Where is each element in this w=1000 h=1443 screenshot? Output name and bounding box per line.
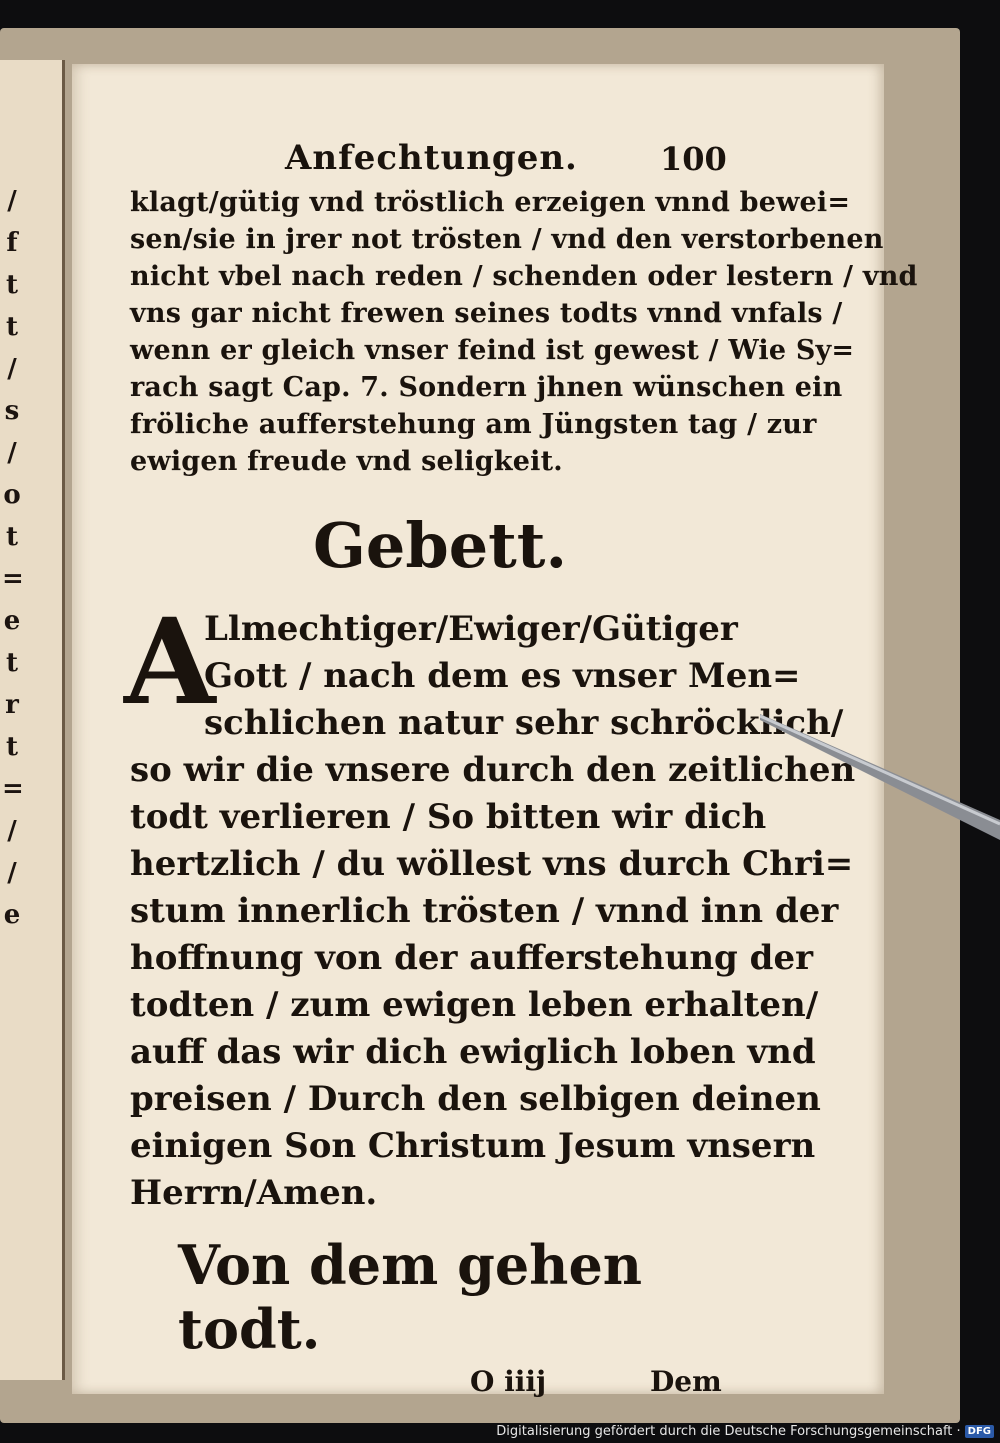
left-margin-letter: / bbox=[7, 438, 17, 468]
prayer-line: todten / zum ewigen leben erhalten/ bbox=[130, 985, 819, 1025]
left-margin-letter: = bbox=[2, 564, 24, 594]
left-margin-letter: / bbox=[7, 858, 17, 888]
dfg-logo: DFG bbox=[965, 1425, 994, 1438]
body-line: vns gar nicht frewen seines todts vnnd vnfals / bbox=[130, 298, 843, 329]
prayer-line: hertzlich / du wöllest vns durch Chri= bbox=[130, 844, 854, 884]
prayer-line: Herrn/Amen. bbox=[130, 1173, 378, 1213]
left-margin-letter: t bbox=[5, 732, 18, 762]
page-footer bbox=[130, 1365, 730, 1405]
digitization-credit bbox=[496, 1424, 994, 1439]
prayer-heading: Gebett. bbox=[312, 509, 568, 582]
body-line: rach sagt Cap. 7. Sondern jhnen wünschen ein bbox=[130, 372, 843, 403]
prayer-line: einigen Son Christum Jesum vnsern bbox=[130, 1126, 816, 1166]
left-margin-letter: / bbox=[7, 186, 17, 216]
body-line: fröliche aufferstehung am Jüngsten tag / zur bbox=[130, 409, 817, 440]
body-line: klagt/gütig vnd tröstlich erzeigen vnnd bewei= bbox=[130, 187, 851, 218]
left-margin-letter: / bbox=[7, 354, 17, 384]
left-margin-letter: t bbox=[5, 648, 18, 678]
credit-text: Digitalisierung gefördert durch die Deutsche Forschungsgemeinschaft · bbox=[496, 1424, 961, 1439]
prayer-line: schlichen natur sehr schröcklich/ bbox=[204, 703, 844, 743]
text-block bbox=[124, 134, 918, 1405]
left-margin-letter: e bbox=[3, 900, 21, 930]
running-head bbox=[130, 134, 730, 184]
body-line: ewigen freude vnd seligkeit. bbox=[130, 446, 563, 477]
left-margin-letter: / bbox=[7, 816, 17, 846]
running-title: Anfechtungen. bbox=[285, 138, 578, 178]
left-margin-letter: o bbox=[3, 480, 21, 510]
catchword: Dem bbox=[650, 1365, 722, 1398]
body-line: wenn er gleich vnser feind ist gewest / Wie Sy= bbox=[130, 335, 855, 366]
left-margin-letter: f bbox=[6, 228, 18, 258]
left-page-edge bbox=[0, 60, 65, 1380]
drop-cap: A bbox=[124, 592, 216, 731]
left-margin-letter: t bbox=[5, 270, 18, 300]
body-paragraph bbox=[130, 184, 918, 480]
left-margin-letter: r bbox=[5, 690, 19, 720]
signature-mark: O iiij bbox=[470, 1365, 547, 1398]
left-margin-letter: t bbox=[5, 312, 18, 342]
prayer-line: todt verlieren / So bitten wir dich bbox=[130, 797, 767, 837]
section-heading: Von dem gehen todt. bbox=[178, 1233, 643, 1361]
prayer-line: Llmechtiger/Ewiger/Gütiger bbox=[204, 609, 738, 649]
prayer-line: auff das wir dich ewiglich loben vnd bbox=[130, 1032, 816, 1072]
body-line: nicht vbel nach reden / schenden oder lestern / vnd bbox=[130, 261, 918, 292]
left-margin-letter: = bbox=[2, 774, 24, 804]
prayer-paragraph bbox=[124, 592, 856, 1217]
pointer-stick bbox=[760, 700, 1000, 840]
page-number: 100 bbox=[660, 140, 727, 178]
prayer-line: stum innerlich trösten / vnnd inn der bbox=[130, 891, 839, 931]
left-margin-letter: t bbox=[5, 522, 18, 552]
left-margin-letter: s bbox=[4, 396, 20, 426]
prayer-line: so wir die vnsere durch den zeitlichen bbox=[130, 750, 856, 790]
prayer-line: preisen / Durch den selbigen deinen bbox=[130, 1079, 821, 1119]
body-line: sen/sie in jrer not trösten / vnd den verstorbenen bbox=[130, 224, 884, 255]
left-margin-letter: e bbox=[3, 606, 21, 636]
prayer-line: hoffnung von der aufferstehung der bbox=[130, 938, 813, 978]
prayer-line: Gott / nach dem es vnser Men= bbox=[204, 656, 801, 696]
left-margin-text bbox=[2, 180, 22, 936]
